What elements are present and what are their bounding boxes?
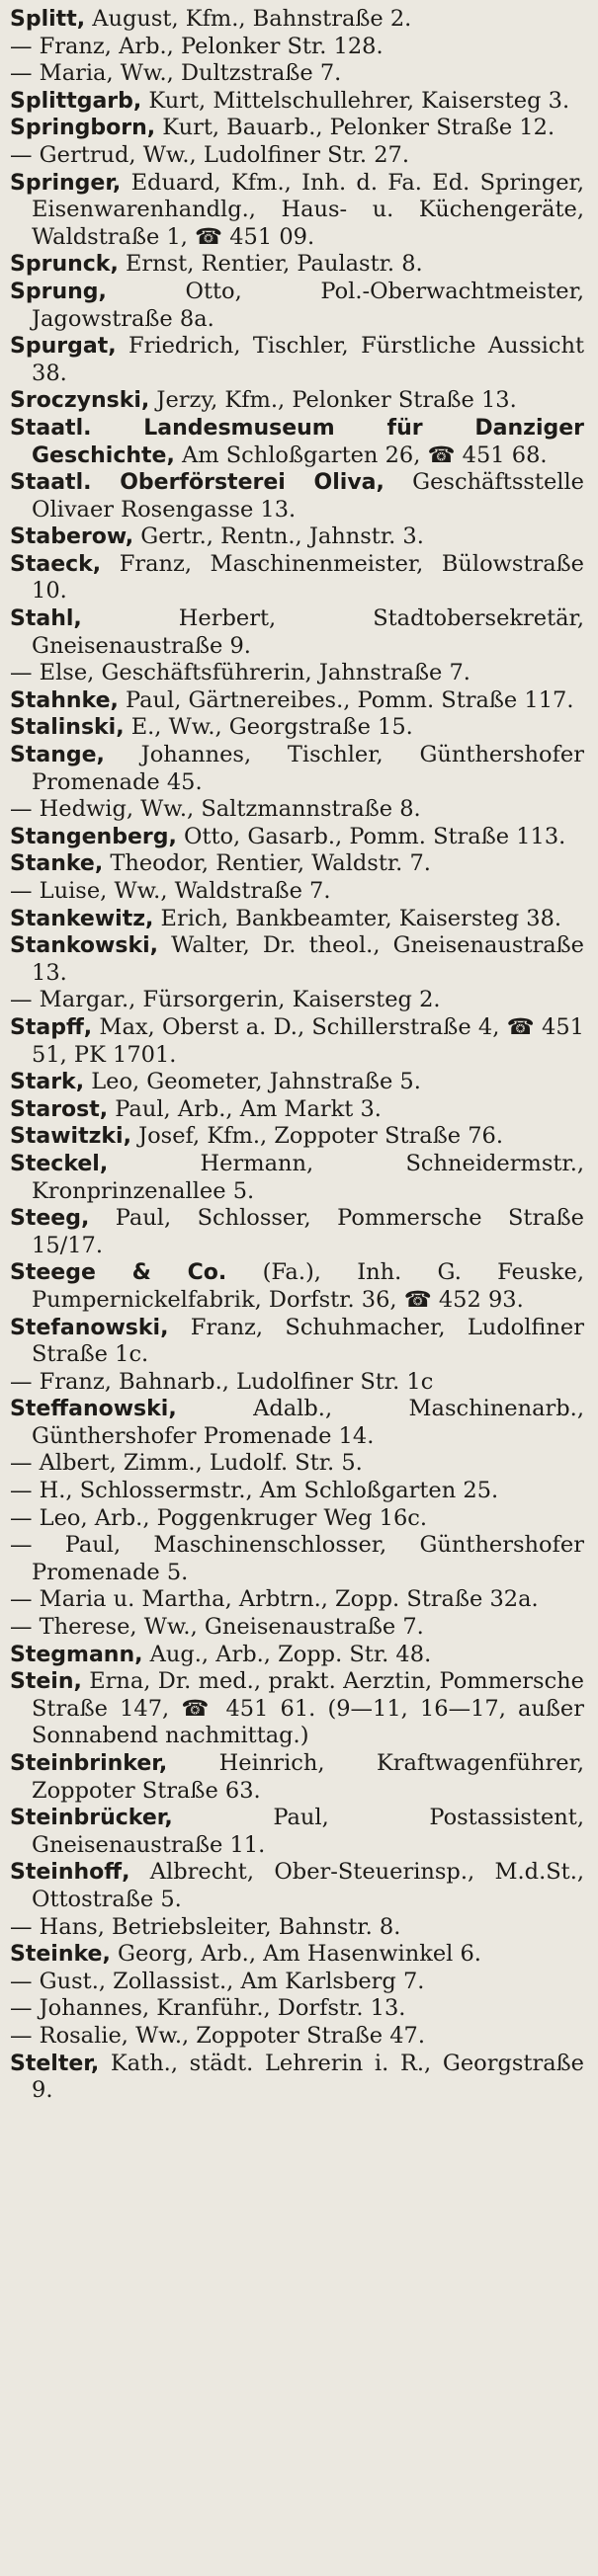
directory-entry: [10, 469, 584, 523]
entry-surname: Staatl. Landesmuseum für Danziger Geschichte,: [10, 415, 584, 468]
entry-details: August, Kfm., Bahnstraße 2.: [85, 6, 412, 32]
entry-surname: Springer,: [10, 170, 122, 196]
directory-entry: [10, 1995, 584, 2023]
entry-details: — H., Schlossermstr., Am Schloßgarten 25.: [10, 1478, 499, 1504]
directory-entry: [10, 1069, 584, 1096]
entry-surname: Steffanowski,: [10, 1397, 177, 1422]
directory-entry: [10, 687, 584, 715]
entry-surname: Stalinski,: [10, 715, 125, 741]
directory-entry: [10, 1642, 584, 1669]
directory-entry: [10, 660, 584, 687]
directory-entry: [10, 605, 584, 660]
entry-surname: Staatl. Oberförsterei Oliva,: [10, 470, 384, 496]
entry-details: — Leo, Arb., Poggenkruger Weg 16c.: [10, 1504, 428, 1531]
entry-details: Paul, Arb., Am Markt 3.: [108, 1095, 382, 1122]
entry-details: — Albert, Zimm., Ludolf. Str. 5.: [10, 1450, 363, 1477]
entry-details: — Margar., Fürsorgerin, Kaisersteg 2.: [10, 987, 441, 1013]
entry-details: Erna, Dr. med., prakt. Aerztin, Pommersche Straße 147, ☎ 451 61. (9—11, 16—17, außer Sonnabend nachmittag.): [32, 1668, 584, 1749]
directory-entry: [10, 1369, 584, 1397]
entry-surname: Steckel,: [10, 1151, 109, 1176]
directory-entry: [10, 523, 584, 551]
entry-surname: Staeck,: [10, 551, 102, 577]
entry-surname: Stein,: [10, 1669, 82, 1695]
directory-entry: [10, 1859, 584, 1913]
directory-entry: [10, 1123, 584, 1151]
directory-entry: [10, 1151, 584, 1205]
entry-details: Jerzy, Kfm., Pelonker Straße 13.: [149, 387, 517, 414]
entry-details: — Hedwig, Ww., Saltzmannstraße 8.: [10, 796, 421, 823]
directory-entry: [10, 1450, 584, 1478]
entry-details: — Paul, Maschinenschlosser, Günthershofer Promenade 5.: [10, 1532, 584, 1585]
entry-details: Herbert, Stadtobersekretär, Gneisenaustraße 9.: [32, 605, 584, 659]
directory-entry: [10, 1505, 584, 1533]
directory-entry: [10, 2051, 584, 2105]
entry-details: — Franz, Arb., Pelonker Str. 128.: [10, 33, 384, 59]
entry-details: — Rosalie, Ww., Zoppoter Straße 47.: [10, 2022, 425, 2049]
directory-entry: [10, 1805, 584, 1859]
entry-details: Aug., Arb., Zopp. Str. 48.: [142, 1641, 432, 1667]
entry-surname: Springborn,: [10, 116, 156, 141]
entry-details: Franz, Maschinenmeister, Bülowstraße 10.: [32, 550, 584, 604]
directory-entry: [10, 906, 584, 933]
entry-details: Walter, Dr. theol., Gneisenaustraße 13.: [32, 932, 584, 986]
entry-surname: Stahnke,: [10, 687, 119, 713]
entry-details: E., Ww., Georgstraße 15.: [124, 714, 413, 741]
entry-details: Friedrich, Tischler, Fürstliche Aussicht 38.: [32, 333, 584, 386]
directory-entry: [10, 415, 584, 469]
entry-details: Franz, Schuhmacher, Ludolfiner Straße 1c.: [32, 1314, 584, 1368]
directory-entry: [10, 1750, 584, 1805]
entry-details: Geschäftsstelle Olivaer Rosengasse 13.: [32, 469, 584, 523]
entry-surname: Stegmann,: [10, 1642, 143, 1667]
directory-entry: [10, 551, 584, 605]
entry-details: Otto, Gasarb., Pomm. Straße 113.: [176, 823, 566, 849]
entry-details: Albrecht, Ober-Steuerinsp., M.d.St., Ottostraße 5.: [32, 1859, 584, 1912]
entry-surname: Steege & Co.: [10, 1260, 227, 1286]
entry-surname: Stelter,: [10, 2051, 100, 2076]
directory-entry: [10, 251, 584, 279]
entry-surname: Stangenberg,: [10, 824, 177, 849]
entry-details: — Gertrud, Ww., Ludolfiner Str. 27.: [10, 141, 409, 168]
directory-entry: [10, 1478, 584, 1505]
directory-entry: [10, 1096, 584, 1124]
directory-entry: [10, 796, 584, 824]
entry-details: Paul, Postassistent, Gneisenaustraße 11.: [32, 1805, 584, 1858]
entry-surname: Sroczynski,: [10, 388, 150, 414]
entry-surname: Sprunck,: [10, 252, 119, 278]
entry-surname: Steinke,: [10, 1942, 111, 1968]
entry-surname: Stawitzki,: [10, 1124, 131, 1150]
entry-surname: Stankowski,: [10, 933, 158, 959]
entry-details: — Franz, Bahnarb., Ludolfiner Str. 1c: [10, 1368, 434, 1395]
entry-surname: Stahl,: [10, 606, 82, 632]
entry-details: Adalb., Maschinenarb., Günthershofer Promenade 14.: [32, 1396, 584, 1449]
directory-entry: [10, 333, 584, 387]
entry-details: — Gust., Zollassist., Am Karlsberg 7.: [10, 1968, 425, 1994]
entry-details: Kurt, Mittelschullehrer, Kaisersteg 3.: [141, 87, 570, 114]
directory-entry: [10, 1259, 584, 1314]
entry-details: Eduard, Kfm., Inh. d. Fa. Ed. Springer, Eisenwarenhandlg., Haus- u. Küchengeräte, Waldstraße 1, ☎ 451 09.: [32, 169, 584, 250]
entry-details: — Hans, Betriebsleiter, Bahnstr. 8.: [10, 1913, 401, 1940]
directory-entry: [10, 742, 584, 796]
directory-entry: [10, 1014, 584, 1069]
directory-entry: [10, 987, 584, 1014]
entry-details: Hermann, Schneidermstr., Kronprinzenallee 5.: [32, 1150, 584, 1204]
directory-entry: [10, 387, 584, 415]
entry-details: — Maria u. Martha, Arbtrn., Zopp. Straße 32a.: [10, 1586, 539, 1613]
directory-entry: [10, 1586, 584, 1614]
entry-surname: Stanke,: [10, 851, 104, 877]
entry-details: Kath., städt. Lehrerin i. R., Georgstraße 9.: [32, 2050, 584, 2104]
entry-details: Gertr., Rentn., Jahnstr. 3.: [133, 523, 424, 550]
entry-details: (Fa.), Inh. G. Feuske, Pumpernickelfabrik, Dorfstr. 36, ☎ 452 93.: [32, 1259, 584, 1313]
entry-details: Kurt, Bauarb., Pelonker Straße 12.: [155, 115, 555, 141]
entry-surname: Steinbrinker,: [10, 1751, 168, 1776]
directory-entry: [10, 142, 584, 170]
directory-entry: [10, 115, 584, 142]
directory-entry: [10, 878, 584, 906]
entry-surname: Splitt,: [10, 7, 86, 32]
entry-details: — Luise, Ww., Waldstraße 7.: [10, 878, 331, 904]
directory-entry: [10, 932, 584, 987]
entry-details: Paul, Schlosser, Pommersche Straße 15/17.: [32, 1205, 584, 1258]
directory-entry: [10, 850, 584, 878]
entry-surname: Steinhoff,: [10, 1860, 130, 1886]
directory-entry: [10, 1668, 584, 1750]
entry-surname: Starost,: [10, 1096, 109, 1122]
entry-details: Georg, Arb., Am Hasenwinkel 6.: [110, 1941, 481, 1968]
entry-details: Theodor, Rentier, Waldstr. 7.: [103, 850, 431, 877]
directory-entry: [10, 714, 584, 742]
entry-details: Leo, Geometer, Jahnstraße 5.: [84, 1069, 421, 1095]
entry-details: Max, Oberst a. D., Schillerstraße 4, ☎ 451 51, PK 1701.: [32, 1013, 584, 1068]
entry-details: Am Schloßgarten 26, ☎ 451 68.: [174, 442, 548, 468]
entry-surname: Spurgat,: [10, 334, 117, 360]
directory-entry: [10, 170, 584, 252]
directory-entry: [10, 1532, 584, 1586]
entry-surname: Splittgarb,: [10, 88, 142, 114]
directory-entry: [10, 1941, 584, 1969]
directory-entry: [10, 1315, 584, 1369]
entry-details: — Maria, Ww., Dultzstraße 7.: [10, 60, 342, 87]
directory-entry: [10, 6, 584, 34]
entry-details: — Else, Geschäftsführerin, Jahnstraße 7.: [10, 660, 470, 686]
entry-details: — Therese, Ww., Gneisenaustraße 7.: [10, 1614, 424, 1641]
entry-surname: Stefanowski,: [10, 1315, 169, 1340]
directory-entry: [10, 34, 584, 61]
directory-entry: [10, 1396, 584, 1450]
directory-entry: [10, 1914, 584, 1942]
entry-surname: Steeg,: [10, 1206, 90, 1232]
entry-details: Heinrich, Kraftwagenführer, Zoppoter Straße 63.: [32, 1750, 584, 1804]
entry-details: Josef, Kfm., Zoppoter Straße 76.: [130, 1123, 503, 1150]
entry-details: Paul, Gärtnereibes., Pomm. Straße 117.: [118, 686, 574, 713]
entry-details: Ernst, Rentier, Paulastr. 8.: [118, 251, 423, 278]
entry-surname: Stark,: [10, 1070, 85, 1095]
entry-details: Johannes, Tischler, Günthershofer Promenade 45.: [32, 742, 584, 795]
entry-surname: Staberow,: [10, 524, 134, 550]
directory-entry: [10, 1205, 584, 1259]
entry-details: Otto, Pol.-Oberwachtmeister, Jagowstraße 8a.: [32, 278, 584, 332]
directory-entry: [10, 88, 584, 116]
entry-details: Erich, Bankbeamter, Kaisersteg 38.: [153, 905, 562, 931]
entry-surname: Stankewitz,: [10, 906, 154, 931]
directory-entry: [10, 2023, 584, 2051]
directory-entry: [10, 279, 584, 333]
directory-entry: [10, 1614, 584, 1642]
entry-surname: Steinbrücker,: [10, 1806, 173, 1831]
directory-entry: [10, 1969, 584, 1996]
entry-surname: Stapff,: [10, 1014, 93, 1040]
entry-surname: Stange,: [10, 743, 105, 768]
entry-details: — Johannes, Kranführ., Dorfstr. 13.: [10, 1995, 406, 2022]
directory-entry: [10, 824, 584, 851]
entry-surname: Sprung,: [10, 279, 107, 304]
directory-entry: [10, 60, 584, 88]
